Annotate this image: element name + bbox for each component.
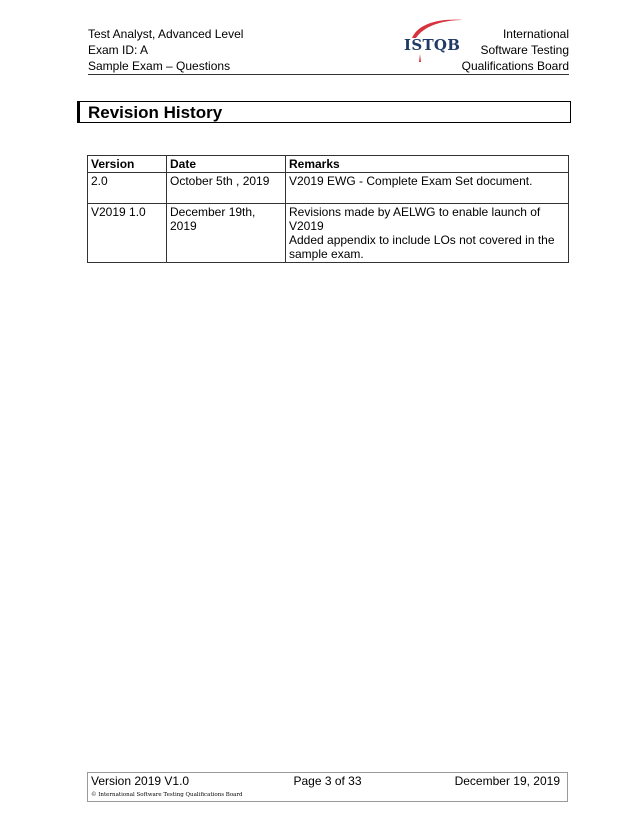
section-title: Revision History: [88, 103, 223, 122]
cell-remarks: [286, 173, 569, 204]
footer-date: December 19, 2019: [454, 774, 560, 788]
istqb-logo: [398, 16, 462, 66]
header-doc-title: Test Analyst, Advanced Level: [88, 27, 244, 41]
table-row: [88, 204, 569, 263]
column-header-remarks: Remarks: [286, 156, 569, 173]
cell-remarks: [286, 204, 569, 263]
remark-line: Revisions made by AELWG to enable launch of V2019: [289, 205, 541, 233]
revision-history-table: [87, 155, 569, 263]
cell-date: December 19th, 2019: [167, 204, 286, 263]
footer-version: Version 2019 V1.0: [91, 774, 190, 788]
column-header-date: Date: [167, 156, 286, 173]
header-org-line-2: Software Testing: [480, 43, 569, 57]
header-divider: [88, 74, 569, 75]
header-right: [462, 26, 569, 74]
header-org-line-3: Qualifications Board: [461, 59, 569, 73]
section-heading-box: [77, 101, 571, 123]
table-row: [88, 173, 569, 204]
cell-version: V2019 1.0: [88, 204, 167, 263]
remark-line: V2019 EWG - Complete Exam Set document.: [289, 174, 533, 188]
page-footer: [87, 772, 568, 802]
cell-date: October 5th , 2019: [167, 173, 286, 204]
header-org-line-1: International: [502, 27, 569, 41]
remark-line: Added appendix to include LOs not covered in the sample exam.: [289, 233, 555, 261]
header-doc-subtitle: Sample Exam – Questions: [88, 59, 231, 73]
column-header-version: Version: [88, 156, 167, 173]
logo-text: ISTQB: [404, 36, 461, 54]
footer-copyright: © International Software Testing Qualifications Board: [91, 792, 243, 798]
cell-version: 2.0: [88, 173, 167, 204]
table-header-row: [88, 156, 569, 173]
header-exam-id: Exam ID: A: [88, 43, 149, 57]
header-left: [88, 26, 243, 74]
footer-page-number: Page 3 of 33: [293, 774, 362, 788]
